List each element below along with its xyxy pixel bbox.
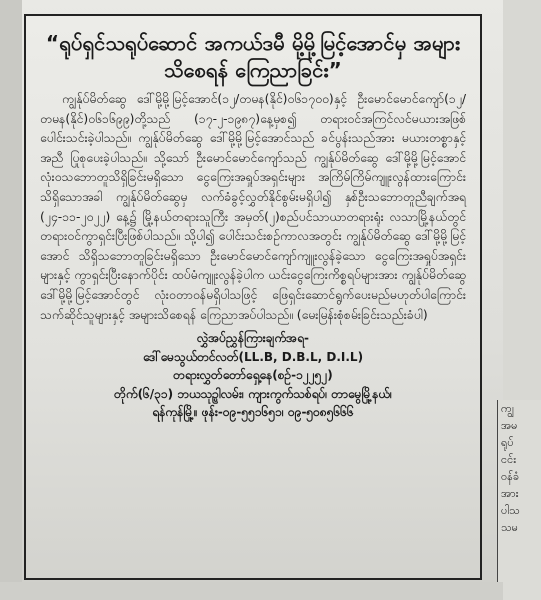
notice-body: ကျွန်ုပ်မိတ်ဆွေ ဒေါ်မို့မို့မြင့်အောင်(၁၂/တမန(နိုင်)၀၆၁၇၀၀)နှင့် ဦးမောင်မောင်ကျော်(၁၂/တမန(နိုင်)၀၆၁၆၉၉)တို့သည် (၁၇-၂-၁၉၈၇)နေ့မှစ၍ တရားဝင်အကြင်လင်မယားအဖြစ် ပေါင်းသင်းခဲ့ပါသည်။ ကျွန်ုပ်မိတ်ဆွေ ဒေါ်မို့မို့မြင့်အောင်သည် ခင်ပွန်းသည်အား မယားတစ္စာနှင့်အညီ ပြုစုပေးခဲ့ပါသည်။ သို့သော် ဦးမောင်မောင်ကျော်သည် ကျွန်ုပ်မိတ်ဆွေ ဒေါ်မို့မို့မြင့်အောင် လုံးဝသဘောတူသိရှိခြင်းမရှိသော ငွေကြေးအရှုပ်အရှင်းများ အကြိမ်ကြိမ်ကျူးလွန်ထားကြောင်း သိရှိသောအခါ ကျွန်ုပ်မိတ်ဆွေမှ လက်ခံခွင့်လွှတ်နိုင်စွမ်းမရှိပါ၍ နှစ်ဦးသဘောတူညီချက်အရ (၂၄-၁၁-၂၀၂၂) နေ့၌ မြို့နယ်တရားသူကြီး အမှတ်(၂)စည်ပင်သာယာတရားရုံး လသာမြို့နယ်တွင် တရားဝင်ကွာရှင်းပြီးဖြစ်ပါသည်။ သို့ပါ၍ ပေါင်းသင်းစဉ်ကာလအတွင်း ကျွန်ုပ်မိတ်ဆွေ ဒေါ်မို့မို့မြင့်အောင် သိရှိသဘောတူခြင်းမရှိသော ဦးမောင်မောင်ကျော်ကျူးလွန်ခဲ့သော ငွေကြေးအရှုပ်အရှင်းများနှင့် ကွာရှင်းပြီးနောက်ပိုင်း ထပ်မံကျူးလွန်ခဲ့ပါက ယင်းငွေကြေးကိစ္စရပ်များအား ကျွန်ုပ်မိတ်ဆွေ ဒေါ်မို့မို့မြင့်အောင်တွင် လုံးဝတာဝန်မရှိပါသဖြင့် ဖြေရှင်းဆောင်ရွက်ပေးမည်မဟုတ်ပါကြောင်း သက်ဆိုင်သူများနှင့် အများသိစေရန် ကြေညာအပ်ပါသည်။ (မေးမြန်းစုံစမ်းခြင်းသည်းခံပါ) [40, 92, 466, 322]
fragment-line: ငင်း [501, 453, 516, 466]
page-bottom-margin [0, 582, 503, 600]
adjacent-column-fragment [497, 400, 541, 600]
public-notice [24, 14, 482, 580]
signature-block [40, 329, 466, 422]
fragment-line: အား [501, 487, 519, 500]
page-left-margin [0, 0, 22, 600]
fragment-line: ရုပ် [501, 436, 514, 449]
lawyer-name: ဒေါ်မေသွယ်တင်လတ်(LL.B, D.B.L, D.I.L) [142, 349, 364, 364]
notice-title: “ရုပ်ရှင်သရုပ်ဆောင် အကယ်ဒမီ မို့မို့မြင့်အောင်မှ အများသိစေရန် ကြေညာခြင်း” [45, 31, 461, 82]
fragment-line: အမ [501, 419, 518, 432]
fragment-line: ကျွ [501, 402, 514, 415]
lawyer-heading: လွှဲအပ်ညွှန်ကြားချက်အရ- [197, 331, 309, 346]
lawyer-title: တရားလွှတ်တော်ရှေ့နေ(စဉ်-၁၂၂၅၂) [173, 368, 333, 383]
fragment-line: သမ [501, 521, 518, 534]
lawyer-address: တိုက်(၆/၃၁) ဘယသုဥ္ပါလမ်း၊ ကျားကွက်သစ်ရပ်၊ တာမွေမြို့နယ်၊ [114, 386, 392, 401]
fragment-line: ဝန်ခံ [501, 470, 520, 483]
lawyer-city-phone: ရန်ကုန်မြို့။ ဖုန်း-၀၉-၅၅၁၆၅၁၊ ၀၉-၅၀၈၅၆၆၆ [152, 405, 354, 420]
fragment-line: ပါသ [501, 504, 520, 517]
